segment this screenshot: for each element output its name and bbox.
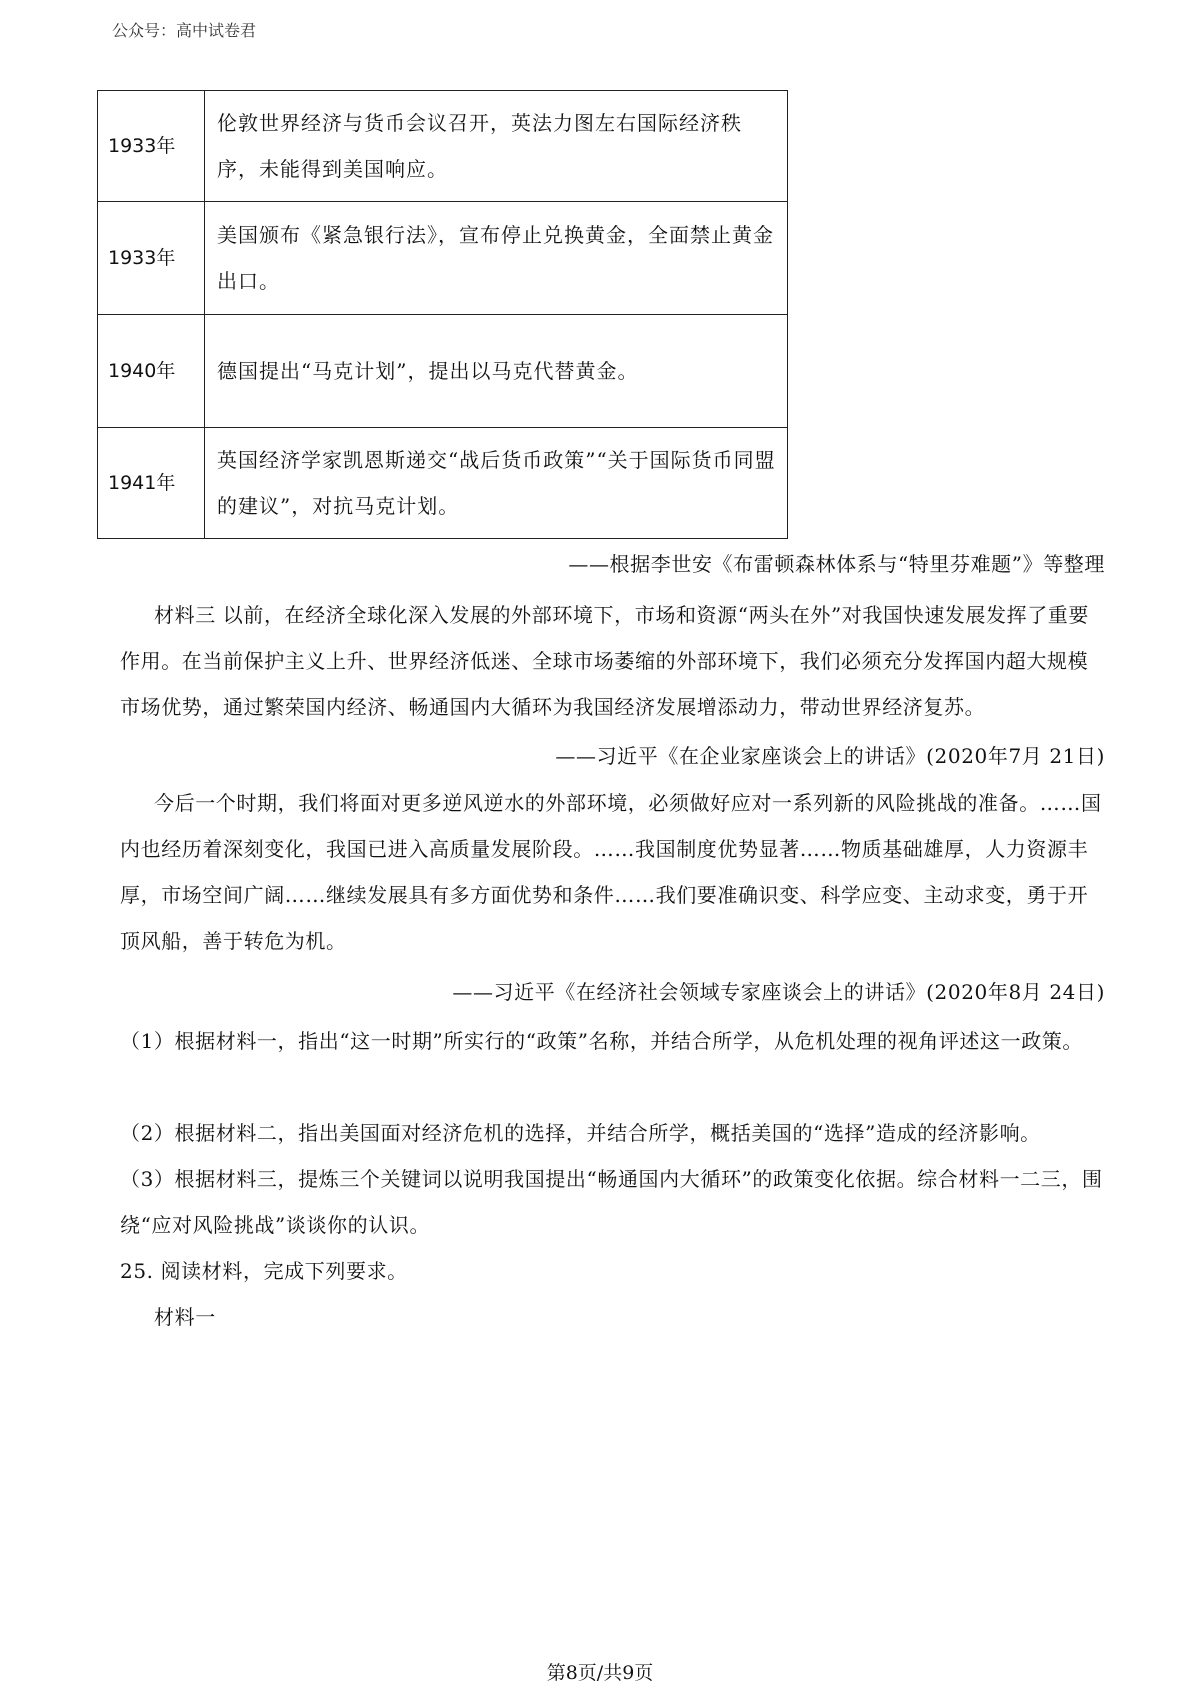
year-cell: 1941年	[98, 428, 205, 539]
table-row	[98, 202, 788, 315]
event-cell: 伦敦世界经济与货币会议召开，英法力图左右国际经济秩序，未能得到美国响应。	[205, 91, 788, 202]
material3-paragraph1: 材料三 以前，在经济全球化深入发展的外部环境下，市场和资源“两头在外”对我国快速发展发挥了重要作用。在当前保护主义上升、世界经济低迷、全球市场萎缩的外部环境下，我们必须充分发挥国内超大规模市场优势，通过繁荣国内经济、畅通国内大循环为我国经济发展增添动力，带动世界经济复苏。	[120, 603, 1090, 719]
event-cell: 德国提出“马克计划”，提出以马克代替黄金。	[205, 315, 788, 428]
question-1: （1）根据材料一，指出“这一时期”所实行的“政策”名称，并结合所学，从危机处理的视角评述这一政策。	[120, 1029, 1084, 1053]
question-25-title: 25. 阅读材料，完成下列要求。	[120, 1259, 408, 1283]
material3-source1: ——习近平《在企业家座谈会上的讲话》(2020年7月 21日)	[555, 744, 1105, 768]
year-cell: 1933年	[98, 202, 205, 315]
q25-material1-label: 材料一	[154, 1305, 216, 1329]
year-cell: 1933年	[98, 91, 205, 202]
header-note: 公众号：高中试卷君	[112, 21, 257, 40]
material3-source2: ——习近平《在经济社会领域专家座谈会上的讲话》(2020年8月 24日)	[452, 980, 1105, 1004]
question-3: （3）根据材料三，提炼三个关键词以说明我国提出“畅通国内大循环”的政策变化依据。综合材料一二三，围绕“应对风险挑战”谈谈你的认识。	[120, 1167, 1103, 1237]
table-row	[98, 428, 788, 539]
table-row	[98, 91, 788, 202]
table-source: ——根据李世安《布雷顿森林体系与“特里芬难题”》等整理	[568, 552, 1105, 576]
timeline-table	[97, 90, 788, 539]
material3-paragraph2: 今后一个时期，我们将面对更多逆风逆水的外部环境，必须做好应对一系列新的风险挑战的准备。……国内也经历着深刻变化，我国已进入高质量发展阶段。……我国制度优势显著……物质基础雄厚，人力资源丰厚，市场空间广阔……继续发展具有多方面优势和条件……我们要准确识变、科学应变、主动求变，勇于开顶风船，善于转危为机。	[120, 791, 1102, 953]
year-cell: 1940年	[98, 315, 205, 428]
page-footer: 第8页/共9页	[546, 1662, 654, 1684]
question-2: （2）根据材料二，指出美国面对经济危机的选择，并结合所学，概括美国的“选择”造成的经济影响。	[120, 1121, 1041, 1145]
table-row	[98, 315, 788, 428]
event-cell: 美国颁布《紧急银行法》，宣布停止兑换黄金，全面禁止黄金出口。	[205, 202, 788, 315]
event-cell: 英国经济学家凯恩斯递交“战后货币政策”“关于国际货币同盟的建议”，对抗马克计划。	[205, 428, 788, 539]
